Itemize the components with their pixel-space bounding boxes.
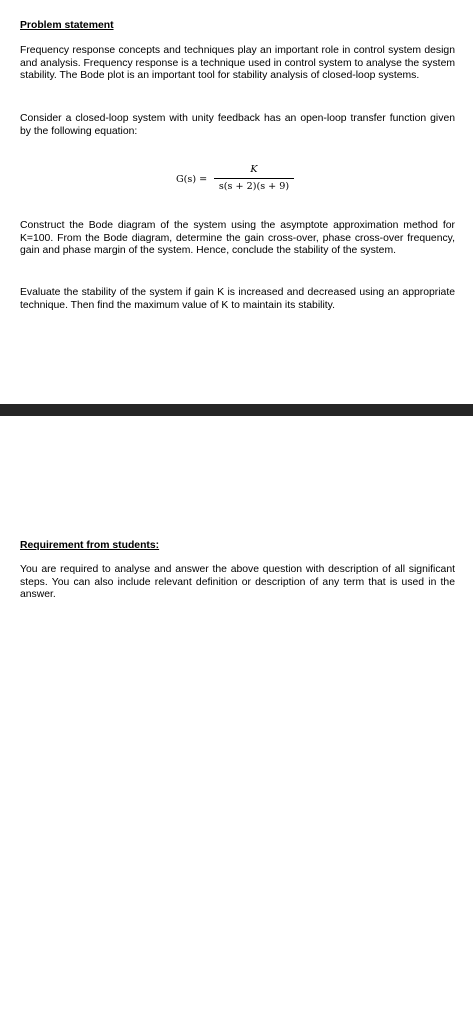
problem-statement-heading: Problem statement <box>20 20 114 31</box>
requirement-paragraph: You are required to analyse and answer the above question with description of all significant steps. You can also include relevant definition or description of any term that is used in the answer. <box>20 564 455 600</box>
problem-intro-paragraph: Frequency response concepts and techniques play an important role in control system design and analysis. Frequency response is a technique used in control system to analyse the system stability. The Bode plot is an important tool for stability analysis of closed-loop systems. <box>20 45 455 81</box>
system-description-paragraph: Consider a closed-loop system with unity feedback has an open-loop transfer function given by the following equation: <box>20 113 455 137</box>
bode-task-paragraph: Construct the Bode diagram of the system using the asymptote approximation method for K=100. From the Bode diagram, determine the gain cross-over, phase cross-over frequency, gain and phase margin of the system. Hence, conclude the stability of the system. <box>20 220 455 256</box>
stability-task-paragraph: Evaluate the stability of the system if gain K is increased and decreased using an appropriate technique. Then find the maximum value of K to maintain its stability. <box>20 287 455 311</box>
equation-fraction <box>214 164 294 193</box>
equation-lhs: G(s) = <box>176 174 208 185</box>
equation-numerator: K <box>250 164 258 175</box>
equation-denominator: s(s + 2)(s + 9) <box>218 181 290 192</box>
fraction-bar <box>214 178 294 179</box>
requirement-heading: Requirement from students: <box>20 540 160 551</box>
page-divider <box>0 404 473 416</box>
